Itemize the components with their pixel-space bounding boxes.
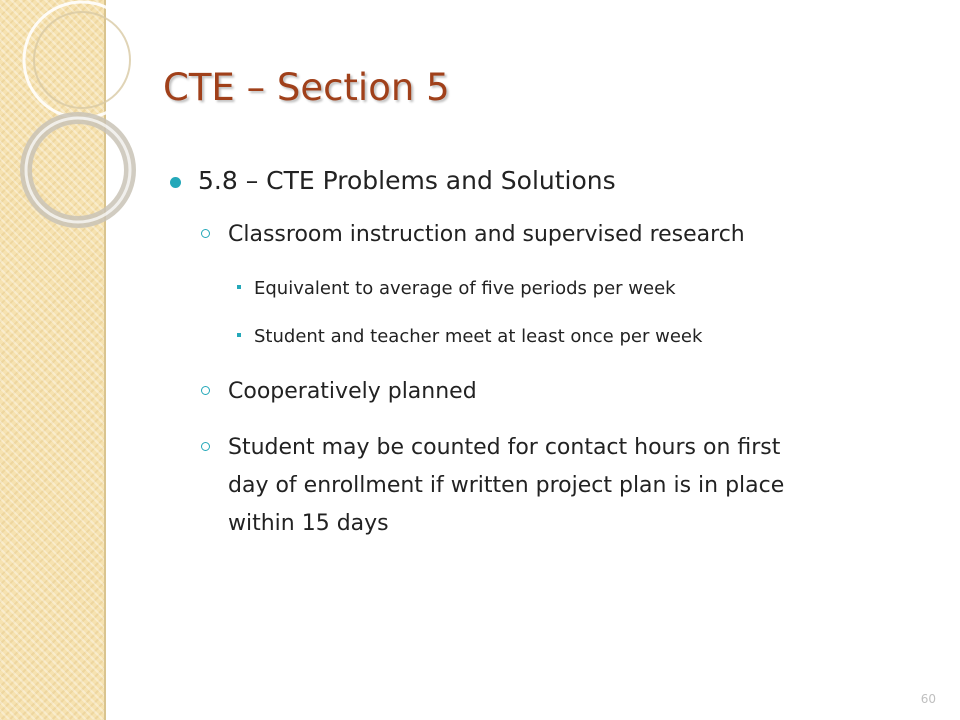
bullet-item-cooperative: Cooperatively planned: [228, 379, 477, 404]
bullet-item-contact-line2: day of enrollment if written project plan is in place: [228, 473, 785, 498]
bullet-item-contact-line3: within 15 days: [228, 511, 389, 536]
slide-title: CTE – Section 5: [163, 66, 450, 109]
bullet-square-icon: [237, 285, 241, 289]
bullet-ring-icon: [201, 442, 210, 451]
bullet-item-contact-line1: Student may be counted for contact hours on first: [228, 435, 781, 460]
bullet-square-icon: [237, 333, 241, 337]
bullet-dot-icon: [170, 177, 181, 188]
bullet-subitem-equivalent: Equivalent to average of five periods per week: [254, 278, 676, 299]
bullet-ring-icon: [201, 386, 210, 395]
bullet-subitem-meet: Student and teacher meet at least once per week: [254, 326, 703, 347]
page-number: 60: [920, 692, 936, 706]
bullet-ring-icon: [201, 229, 210, 238]
bullet-level1-heading: 5.8 – CTE Problems and Solutions: [198, 166, 616, 195]
bullet-item-classroom: Classroom instruction and supervised research: [228, 222, 745, 247]
